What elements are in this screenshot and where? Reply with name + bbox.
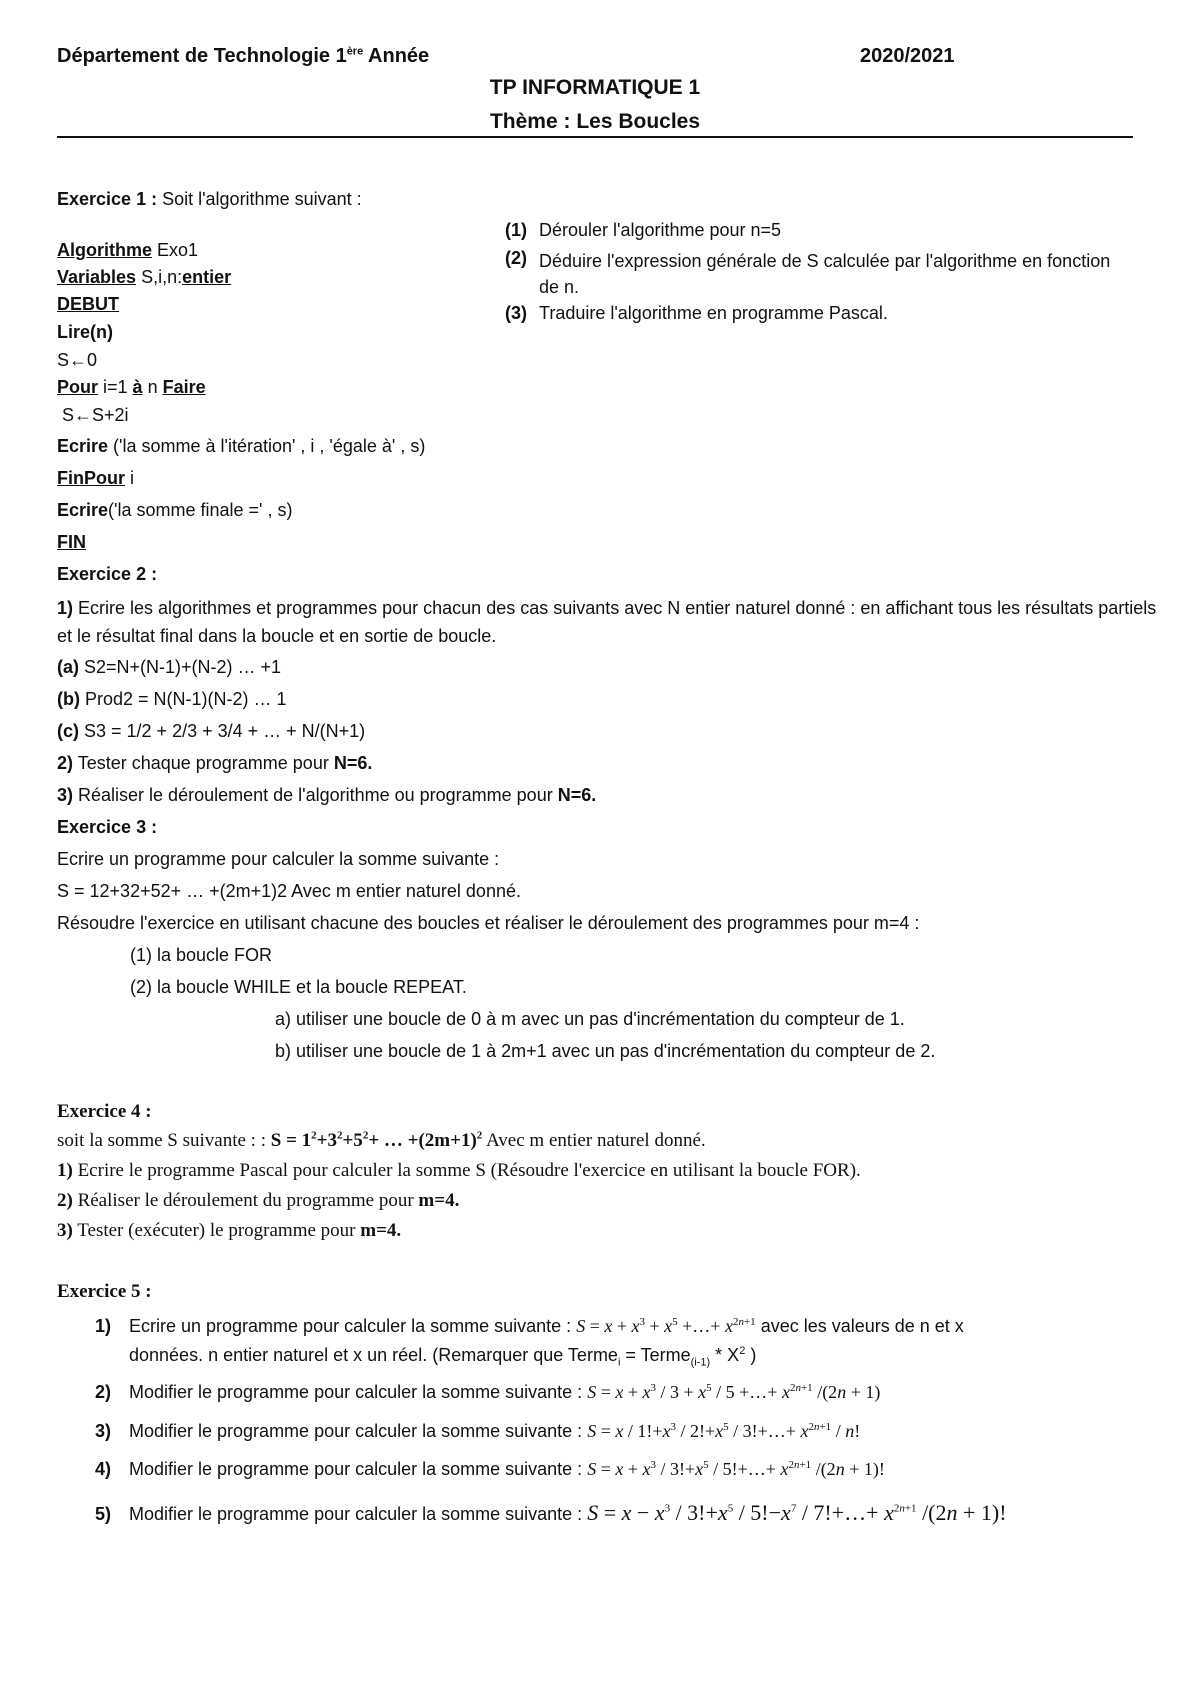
algo-debut: DEBUT [57, 294, 119, 314]
pour-mid2: n [142, 377, 163, 397]
ex2-q2-val: N=6. [333, 753, 373, 773]
ex4-q3-num: 3) [57, 1220, 73, 1241]
ex4-line1-post: Avec m entier naturel donné. [482, 1130, 706, 1151]
ex2-a-text: S2=N+(N-1)+(N-2) … +1 [79, 657, 282, 677]
ex1-q2-text: Déduire l'expression générale de S calculée par l'algorithme en fonction de n. [539, 251, 1111, 297]
ex2-b-text: Prod2 = N(N-1)(N-2) … 1 [79, 689, 287, 709]
algo-name: Exo1 [152, 240, 199, 260]
ex5-q1-pre: Ecrire un programme pour calculer la somme suivante : [129, 1316, 577, 1336]
ex5-q2-text: Modifier le programme pour calculer la somme suivante : [129, 1382, 588, 1402]
department-sup: ère [346, 45, 364, 58]
ex4-line1 [57, 1130, 706, 1153]
ex2-label: Exercice 2 : [57, 564, 158, 584]
ex1-heading [57, 189, 362, 211]
ex5-q1-line2 [129, 1345, 756, 1367]
ex5-q1-close: ) [745, 1345, 757, 1365]
ex5-q1-post: avec les valeurs de n et x [755, 1316, 964, 1336]
ex5-q2-num: 2) [95, 1382, 112, 1402]
ex5-q2-formula: $S = x + x^3 / 3 + x^5 / 5$ +…+ $x^{2n+1}$ /(2n + 1) [587, 1382, 881, 1402]
ex3-sub-b: b) utiliser une boucle de 1 à 2m+1 avec un pas d'incrémentation du compteur de 2. [275, 1041, 936, 1061]
ex1-q1-num: (1) [505, 220, 527, 240]
pour-keyword: Pour [57, 377, 99, 397]
ex3-sub-a: a) utiliser une boucle de 0 à m avec un pas d'incrémentation du compteur de 1. [275, 1009, 905, 1029]
ex5-q4-formula: $S = x + x^3 / 3!+x^5$ / 5!+…+ $x^{2n+1}$ /(2n + 1)! [587, 1459, 885, 1479]
algo-line-name [57, 240, 198, 262]
header-divider [57, 136, 1133, 138]
ex2-c-text: S3 = 1/2 + 2/3 + 3/4 + … + N/(N+1) [79, 721, 366, 741]
ex5-q4 [95, 1459, 885, 1481]
ecrire1-keyword: Ecrire [57, 436, 109, 456]
ex4-q1-num: 1) [57, 1160, 73, 1181]
ex4-q1-text: Ecrire le programme Pascal pour calculer la somme S (Résoudre l'exercice en utilisant la boucle FOR). [72, 1160, 861, 1181]
ex1-q3-num: (3) [505, 303, 527, 323]
ex5-q5 [95, 1500, 1007, 1526]
ex4-q2-num: 2) [57, 1190, 73, 1211]
ex5-q1-formula: $S = x + x^3 + x^5$ +…+ $x^{2n+1}$ [576, 1316, 756, 1336]
vars-type: entier [182, 267, 232, 287]
ecrire2-keyword: Ecrire [57, 500, 109, 520]
ex2-q2-text: Tester chaque programme pour [73, 753, 334, 773]
ex2-b-label: (b) [57, 689, 80, 709]
algo-keyword: Algorithme [57, 240, 153, 260]
ex4-q3 [57, 1220, 401, 1243]
ex3-line2: S = 12+32+52+ … +(2m+1)2 Avec m entier naturel donné. [57, 881, 521, 901]
ex1-q1-text: Dérouler l'algorithme pour n=5 [539, 220, 782, 240]
ex4-q2 [57, 1190, 459, 1213]
algo-ecrire2 [57, 500, 292, 522]
finpour-keyword: FinPour [57, 468, 125, 488]
algo-body: S←S+2i [62, 405, 129, 425]
ex2-case-b [57, 689, 287, 711]
ex2-q2 [57, 753, 372, 775]
ex1-label: Exercice 1 : [57, 189, 158, 209]
ex4-formula: $S = 1^2+3^2+5^2+$ … $+(2m+1)^2$ [270, 1129, 483, 1151]
ex2-q3 [57, 785, 596, 807]
faire-keyword: Faire [162, 377, 206, 397]
ex1-q3-text: Traduire l'algorithme en programme Pascal. [539, 303, 888, 323]
ex3-label: Exercice 3 : [57, 817, 158, 837]
ex5-q1-sub-i1: (i-1) [690, 1356, 711, 1369]
vars-keyword: Variables [57, 267, 137, 287]
ex2-q3-val: N=6. [557, 785, 597, 805]
ex2-case-a [57, 657, 281, 679]
academic-year: 2020/2021 [860, 45, 955, 67]
department-suffix: Année [363, 45, 430, 67]
ex5-q1 [95, 1316, 964, 1338]
department-line [57, 44, 429, 68]
ex3-line1: Ecrire un programme pour calculer la somme suivante : [57, 849, 500, 869]
algo-line-vars [57, 267, 231, 289]
ex4-label: Exercice 4 : [57, 1101, 152, 1122]
ex4-q3-text: Tester (exécuter) le programme pour [72, 1220, 361, 1241]
ex2-q1 [57, 594, 1157, 650]
ex5-q4-text: Modifier le programme pour calculer la somme suivante : [129, 1459, 588, 1479]
ex5-q3-num: 3) [95, 1421, 112, 1441]
ex5-q2 [95, 1382, 880, 1404]
ex5-q1-sup2: 2 [739, 1345, 746, 1357]
algo-init: S←0 [57, 350, 98, 370]
a-keyword: à [132, 377, 143, 397]
ex5-q1-line2-text: données. n entier naturel et x un réel. (Remarquer que Terme [129, 1345, 618, 1365]
ex3-item2: (2) la boucle WHILE et la boucle REPEAT. [130, 977, 467, 997]
ex5-q3 [95, 1421, 860, 1443]
ex5-q4-num: 4) [95, 1459, 112, 1479]
ex1-question-2 [505, 248, 1125, 300]
ex2-q1-num: 1) [57, 598, 74, 618]
algo-pour [57, 377, 206, 399]
page-theme: Thème : Les Boucles [489, 110, 701, 133]
ex5-q3-formula: $S = x / 1!+x^3 / 2!+x^5$ / 3!+…+ $x^{2n+1}$ / n! [587, 1421, 861, 1441]
ex4-q2-text: Réaliser le déroulement du programme pour [72, 1190, 419, 1211]
ex2-q1-text: Ecrire les algorithmes et programmes pour chacun des cas suivants avec N entier naturel donné : en affichant tous les résultats partiels et le résultat final dans la boucle et en sortie de boucle. [57, 598, 1157, 646]
algo-finpour [57, 468, 134, 490]
ex2-q3-num: 3) [57, 785, 74, 805]
ex2-c-label: (c) [57, 721, 79, 741]
ex4-q2-val: m=4. [418, 1190, 460, 1211]
ex5-q5-text: Modifier le programme pour calculer la somme suivante : [129, 1504, 588, 1524]
algo-ecrire1 [57, 436, 425, 458]
ex5-label: Exercice 5 : [57, 1281, 152, 1302]
ex1-intro: Soit l'algorithme suivant : [157, 189, 362, 209]
ex4-line1-pre: soit la somme S suivante : : [57, 1130, 271, 1151]
ex5-q5-num: 5) [95, 1504, 112, 1524]
ex1-q2-num: (2) [505, 248, 527, 268]
page-title: TP INFORMATIQUE 1 [489, 76, 701, 99]
ecrire2-args: ('la somme finale =' , s) [108, 500, 293, 520]
ex2-case-c [57, 721, 365, 743]
vars-list: S,i,n: [136, 267, 183, 287]
algo-lire: Lire(n) [57, 322, 113, 342]
ex4-q1 [57, 1160, 861, 1183]
ex3-item1: (1) la boucle FOR [130, 945, 273, 965]
ex5-q1-times: * X [710, 1345, 740, 1365]
ecrire1-args: ('la somme à l'itération' , i , 'égale à' , s) [108, 436, 426, 456]
ex5-q3-text: Modifier le programme pour calculer la somme suivante : [129, 1421, 588, 1441]
ex5-q1-eq: = Terme [620, 1345, 691, 1365]
ex5-q1-sub-i: i [617, 1356, 621, 1369]
ex1-question-3 [505, 303, 888, 325]
ex2-q3-text: Réaliser le déroulement de l'algorithme ou programme pour [73, 785, 558, 805]
ex1-question-1 [505, 220, 781, 242]
ex5-q5-formula: $S = x - x^3 / 3!+x^5 / 5!-x^7$ / 7!+…+ $x^{2n+1}$ /(2n + 1)! [587, 1500, 1007, 1525]
department-text: Département de Technologie 1 [57, 45, 347, 67]
ex4-q3-val: m=4. [360, 1220, 402, 1241]
finpour-var: i [125, 468, 134, 488]
ex2-a-label: (a) [57, 657, 79, 677]
ex5-q1-num: 1) [95, 1316, 112, 1336]
ex2-q2-num: 2) [57, 753, 74, 773]
algo-fin: FIN [57, 532, 86, 552]
ex3-line3: Résoudre l'exercice en utilisant chacune des boucles et réaliser le déroulement des programmes pour m=4 : [57, 913, 920, 933]
pour-mid1: i=1 [98, 377, 133, 397]
